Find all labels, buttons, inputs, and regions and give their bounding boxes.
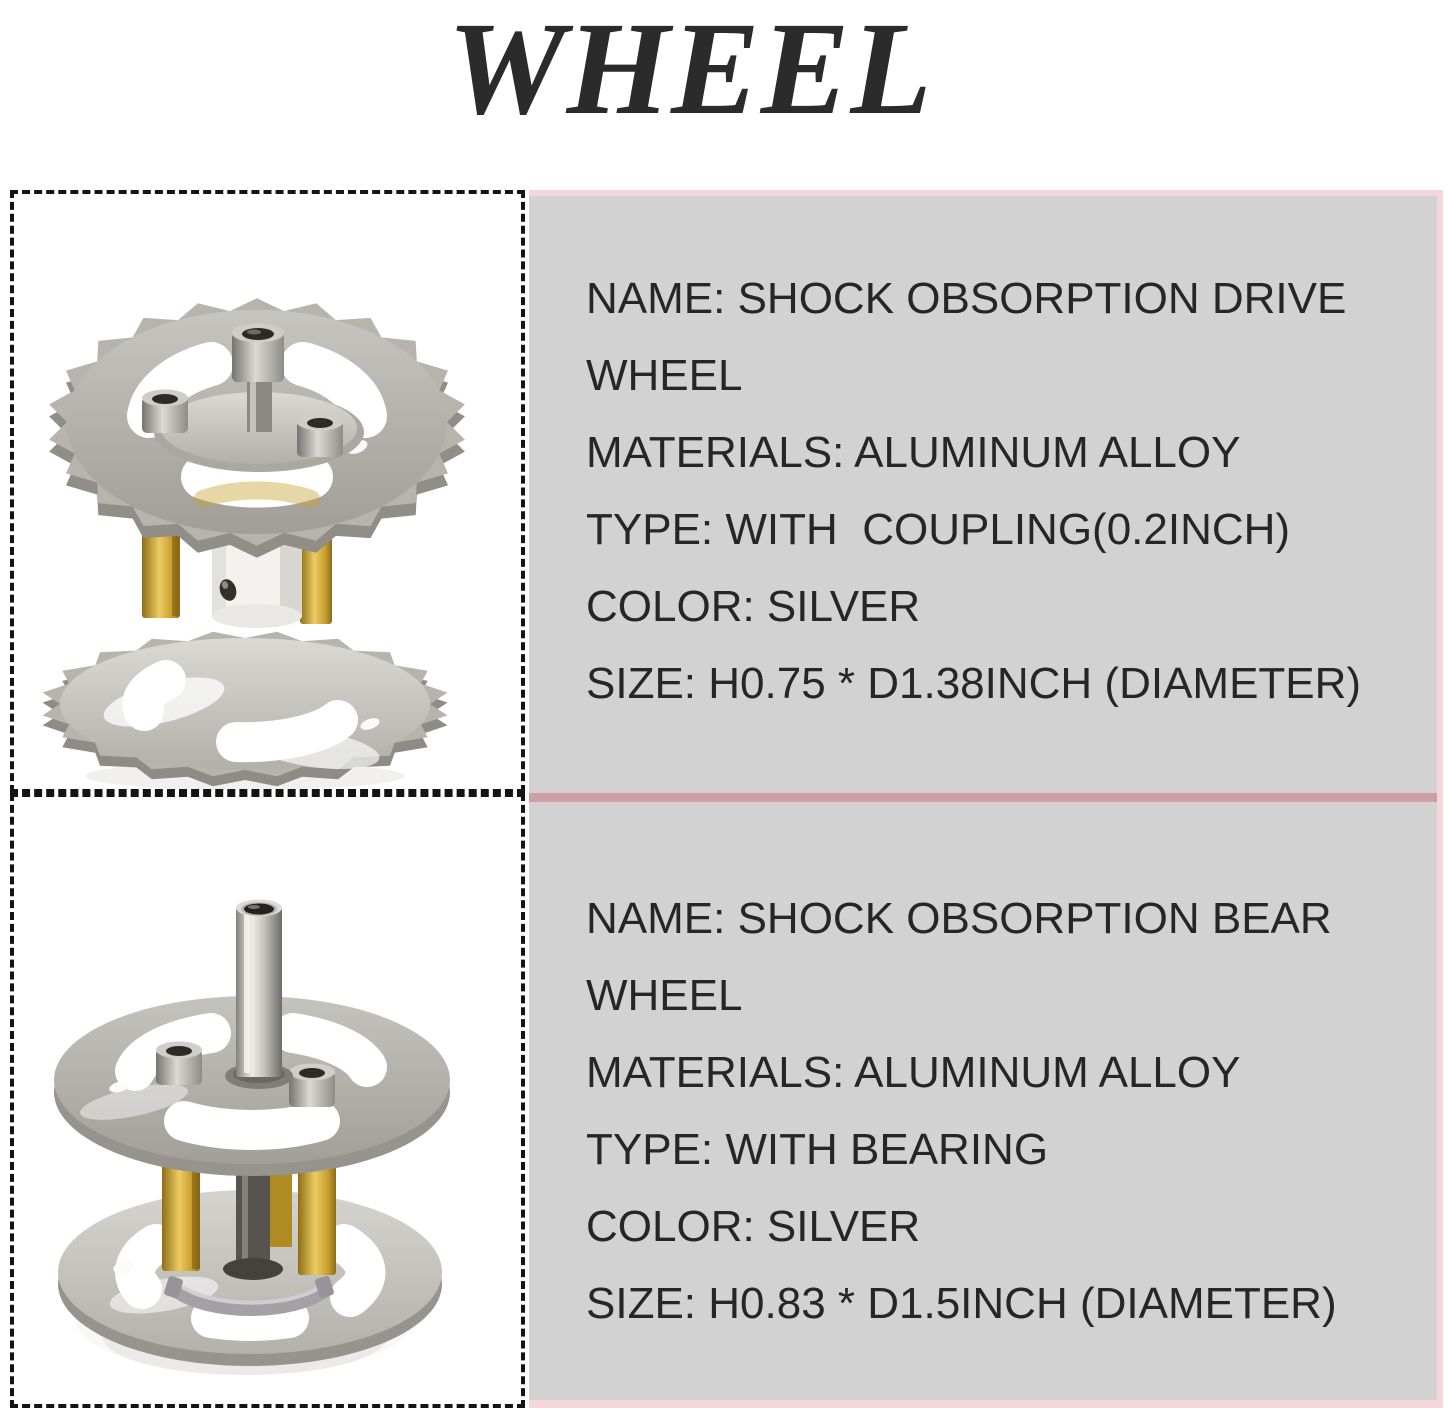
bear-wheel-spec-panel: [529, 802, 1437, 1397]
spec-line-size: SIZE: H0.83 * D1.5INCH (DIAMETER): [586, 1279, 1337, 1328]
spec-line-name: NAME: SHOCK OBSORPTION DRIVE WHEEL: [586, 274, 1359, 400]
left-button-bolt: [142, 390, 188, 434]
bear-wheel-photo: [14, 797, 521, 1404]
right-button-bolt: [297, 414, 343, 458]
spec-line-color: COLOR: SILVER: [586, 1202, 921, 1251]
right-button-bolt: [289, 1064, 335, 1108]
left-button-bolt: [156, 1042, 202, 1086]
spec-line-name: NAME: SHOCK OBSORPTION BEAR WHEEL: [586, 894, 1344, 1020]
spec-line-type: TYPE: WITH BEARING: [586, 1125, 1049, 1174]
drive-wheel-spec-panel: [529, 196, 1437, 793]
spec-line-materials: MATERIALS: ALUMINUM ALLOY: [586, 428, 1241, 477]
page-title: WHEEL: [447, 0, 933, 142]
drive-wheel-photo-frame: [10, 190, 525, 793]
spec-line-materials: MATERIALS: ALUMINUM ALLOY: [586, 1048, 1241, 1097]
drive-wheel-photo: [14, 194, 521, 789]
spec-line-color: COLOR: SILVER: [586, 582, 921, 631]
bear-wheel-photo-frame: [10, 793, 525, 1408]
spec-line-size: SIZE: H0.75 * D1.38INCH (DIAMETER): [586, 659, 1362, 708]
bottom-sprocket-gear: [43, 632, 448, 786]
spec-panels: [529, 190, 1443, 1408]
spec-line-type: TYPE: WITH COUPLING(0.2INCH): [586, 505, 1291, 554]
panel-divider: [529, 793, 1437, 802]
